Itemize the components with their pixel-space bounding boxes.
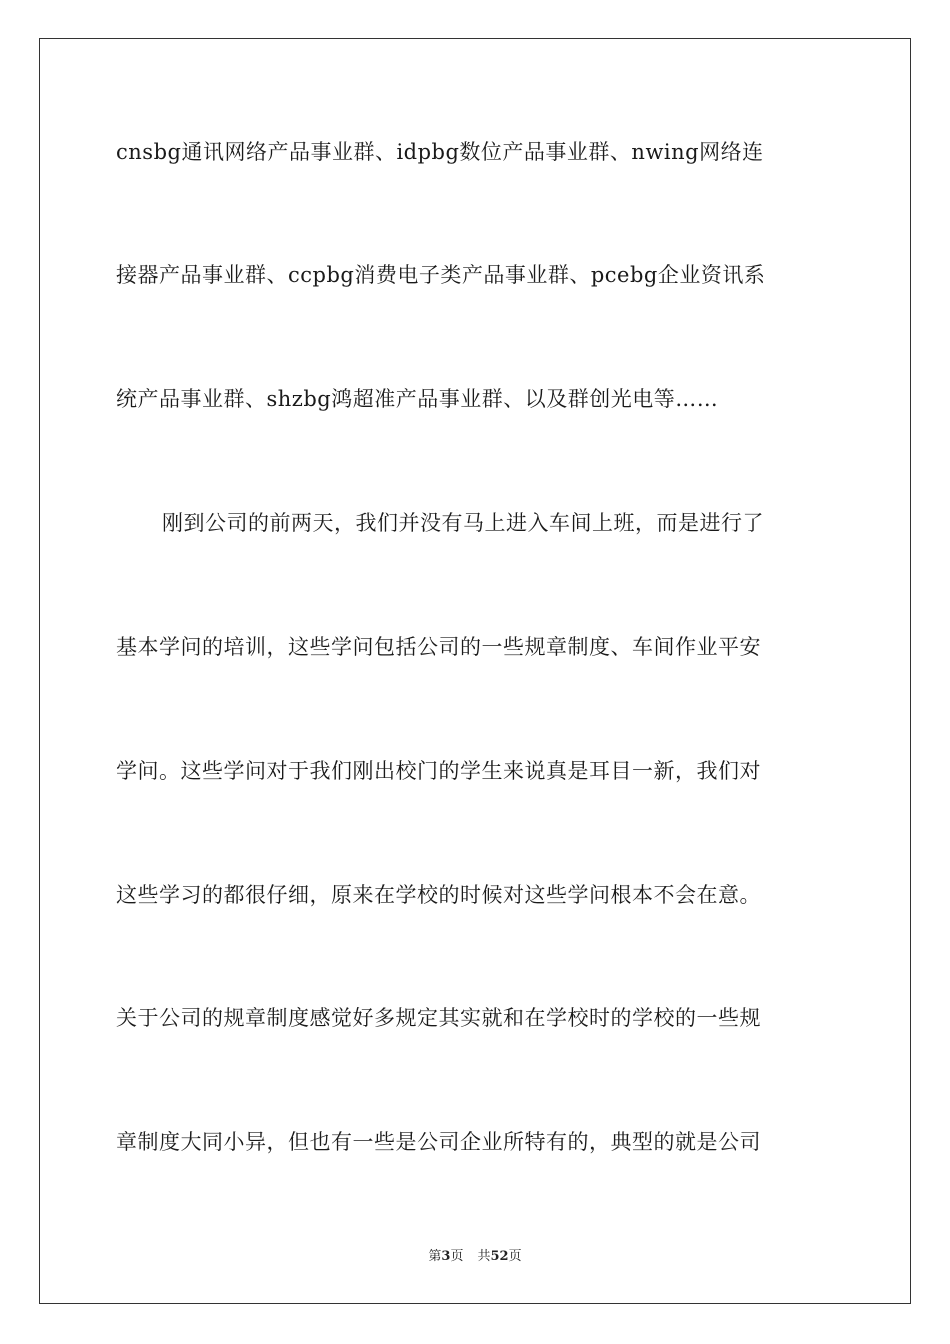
page-suffix: 页	[450, 1249, 464, 1264]
body-line-4: 刚到公司的前两天，我们并没有马上进入车间上班，而是进行了	[162, 511, 764, 535]
page-border	[39, 38, 911, 1304]
total-prefix: 共	[477, 1249, 491, 1264]
total-suffix: 页	[508, 1249, 522, 1264]
body-line-8: 关于公司的规章制度感觉好多规定其实就和在学校时的学校的一些规	[116, 1006, 761, 1030]
body-line-2: 接器产品事业群、ccpbg消费电子类产品事业群、pcebg企业资讯系	[116, 263, 766, 287]
body-line-5: 基本学问的培训，这些学问包括公司的一些规章制度、车间作业平安	[116, 635, 761, 659]
page-footer	[0, 1248, 950, 1266]
body-line-3: 统产品事业群、shzbg鸿超准产品事业群、以及群创光电等……	[116, 387, 719, 411]
body-line-6: 学问。这些学问对于我们刚出校门的学生来说真是耳目一新，我们对	[116, 759, 761, 783]
page-prefix: 第	[428, 1249, 442, 1264]
page-number: 3	[441, 1249, 451, 1264]
total-pages: 52	[490, 1249, 509, 1264]
body-line-9: 章制度大同小异，但也有一些是公司企业所特有的，典型的就是公司	[116, 1130, 761, 1154]
body-line-1: cnsbg通讯网络产品事业群、idpbg数位产品事业群、nwing网络连	[116, 140, 764, 164]
body-line-7: 这些学习的都很仔细，原来在学校的时候对这些学问根本不会在意。	[116, 883, 761, 907]
